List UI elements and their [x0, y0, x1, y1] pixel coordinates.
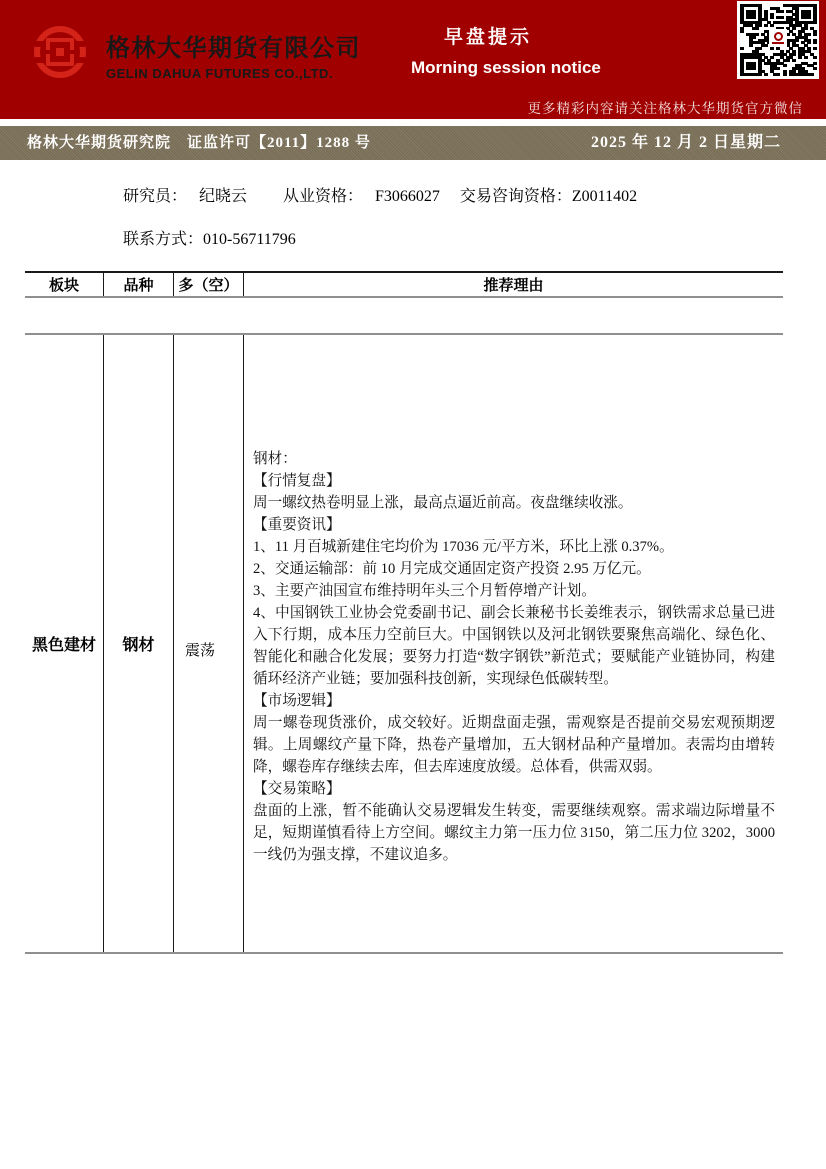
reason-paragraph: 1、11 月百城新建住宅均价为 17036 元/平方米，环比上涨 0.37%。 — [253, 539, 674, 555]
company-name-cn: 格林大华期货有限公司 — [106, 35, 361, 62]
reason-paragraph: 钢材： — [253, 451, 297, 467]
cell-sector: 黑色建材 — [25, 335, 104, 952]
reason-paragraph: 周一螺纹热卷明显上涨，最高点逼近前高。夜盘继续收涨。 — [253, 495, 633, 511]
company-name-block — [106, 28, 361, 81]
table-body-row — [25, 333, 783, 954]
company-name-en: GELIN DAHUA FUTURES CO.,LTD. — [106, 66, 334, 81]
reason-paragraph: 【重要资讯】 — [253, 517, 341, 533]
reason-paragraph: 【交易策略】 — [253, 781, 341, 797]
institute-license: 格林大华期货研究院 证监许可【2011】1288 号 — [27, 135, 371, 151]
reason-paragraph: 周一螺卷现货涨价，成交较好。近期盘面走强，需观察是否提前交易宏观预期逻辑。上周螺纹产量下降，热卷产量增加，五大钢材品种产量增加。表需均由增转降，螺卷库存继续去库，但去库速度放缓。总体看，供需双弱。 — [253, 715, 775, 775]
header-reason: 推荐理由 — [483, 277, 544, 294]
reason-paragraph: 【市场逻辑】 — [253, 693, 341, 709]
reason-paragraph: 【行情复盘】 — [253, 473, 341, 489]
masthead — [0, 0, 826, 119]
table-header-row — [25, 273, 783, 296]
report-title-en: Morning session notice — [411, 58, 601, 77]
reason-paragraph: 4、中国钢铁工业协会党委副书记、副会长兼秘书长姜维表示，钢铁需求总量已进入下行期，成本压力空前巨大。中国钢铁以及河北钢铁要聚焦高端化、绿色化、智能化和融合化发展；要努力打造“数字钢铁”新范式；要赋能产业链协同，构建循环经济产业链；要加强科技创新，实现绿色低碳转型。 — [253, 605, 775, 687]
cell-reason — [244, 335, 783, 952]
qr-code-grid — [740, 4, 816, 76]
wechat-note: 更多精彩内容请关注格林大华期货官方微信 — [527, 101, 803, 116]
company-logo-icon — [33, 25, 87, 79]
report-title-cn: 早盘提示 — [444, 27, 533, 48]
header-sector: 板块 — [25, 273, 104, 296]
header-variety: 品种 — [104, 273, 174, 296]
info-bar — [0, 126, 826, 160]
cell-position — [174, 335, 244, 952]
header-position: 多（空） — [174, 273, 244, 296]
qr-code — [737, 1, 819, 79]
reason-paragraph: 2、交通运输部：前 10 月完成交通固定资产投资 2.95 万亿元。 — [253, 561, 651, 577]
cell-variety: 钢材 — [104, 335, 174, 952]
report-date: 2025 年 12 月 2 日星期二 — [590, 134, 781, 151]
reason-paragraph: 盘面的上涨，暂不能确认交易逻辑发生转变，需要继续观察。需求端边际增量不足，短期谨慎看待上方空间。螺纹主力第一压力位 3150，第二压力位 3202，3000 一线仍为强支撑，不建议追多。 — [253, 803, 775, 863]
researcher-contact-line: 联系方式：010-56711796 — [123, 231, 296, 248]
qr-center-logo-icon — [769, 29, 787, 47]
cell-position-text: 震荡 — [185, 642, 216, 659]
reason-paragraph: 3、主要产油国宣布维持明年头三个月暂停增产计划。 — [253, 583, 596, 599]
table-header-bottom-border — [25, 296, 783, 298]
researcher-info-line: 研究员： 纪晓云 从业资格： F3066027 交易咨询资格：Z0011402 — [123, 188, 638, 205]
